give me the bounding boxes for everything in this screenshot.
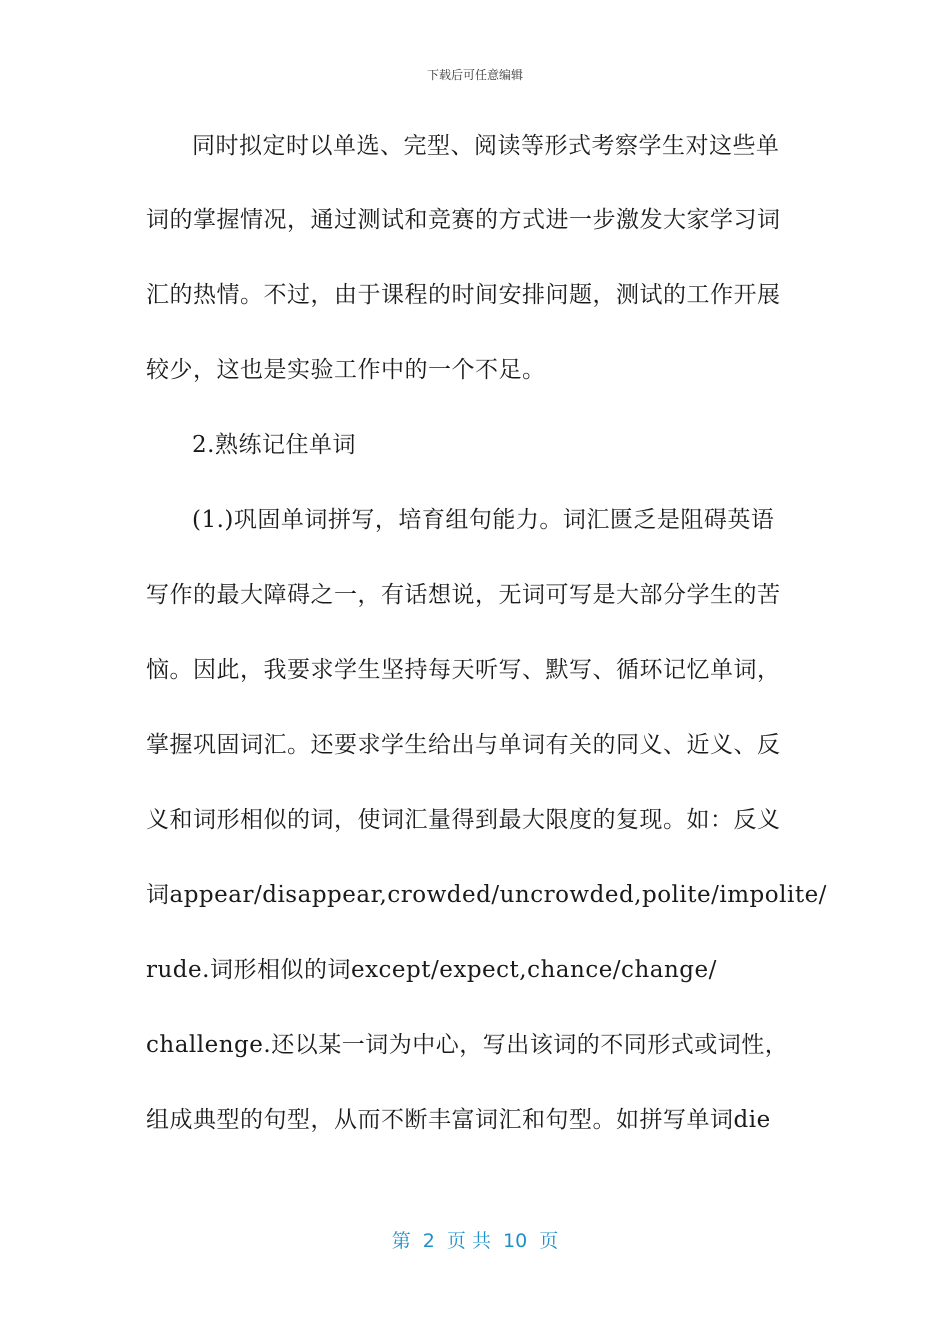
paragraph-line: 掌握巩固词汇。还要求学生给出与单词有关的同义、近义、反: [146, 732, 781, 758]
paragraph-line: 同时拟定时以单选、完型、阅读等形式考察学生对这些单: [192, 133, 780, 159]
paragraph-line: 写作的最大障碍之一，有话想说，无词可写是大部分学生的苦: [146, 582, 781, 608]
section-heading: 2.熟练记住单词: [192, 432, 356, 458]
paragraph-line: (1.)巩固单词拼写，培育组句能力。词汇匮乏是阻碍英语: [192, 507, 775, 533]
paragraph-line: 组成典型的句型，从而不断丰富词汇和句型。如拼写单词die: [146, 1107, 771, 1133]
paragraph-line: 汇的热情。不过，由于课程的时间安排问题，测试的工作开展: [146, 282, 781, 308]
paragraph-line: 较少，这也是实验工作中的一个不足。: [146, 357, 546, 383]
page-number-footer: 第 2 页 共 10 页: [391, 1230, 559, 1252]
paragraph-line: 恼。因此，我要求学生坚持每天听写、默写、循环记忆单词，: [146, 657, 781, 683]
page-header: 下载后可任意编辑: [426, 68, 523, 82]
paragraph-line: 义和词形相似的词，使词汇量得到最大限度的复现。如：反义: [146, 807, 781, 833]
paragraph-line: challenge.还以某一词为中心，写出该词的不同形式或词性，: [146, 1032, 789, 1058]
paragraph-line: rude.词形相似的词except/expect,chance/change/: [146, 957, 717, 983]
paragraph-line: 词的掌握情况，通过测试和竞赛的方式进一步激发大家学习词: [146, 207, 781, 233]
paragraph-line: 词appear/disappear,crowded/uncrowded,polite/impolite/: [146, 882, 827, 908]
